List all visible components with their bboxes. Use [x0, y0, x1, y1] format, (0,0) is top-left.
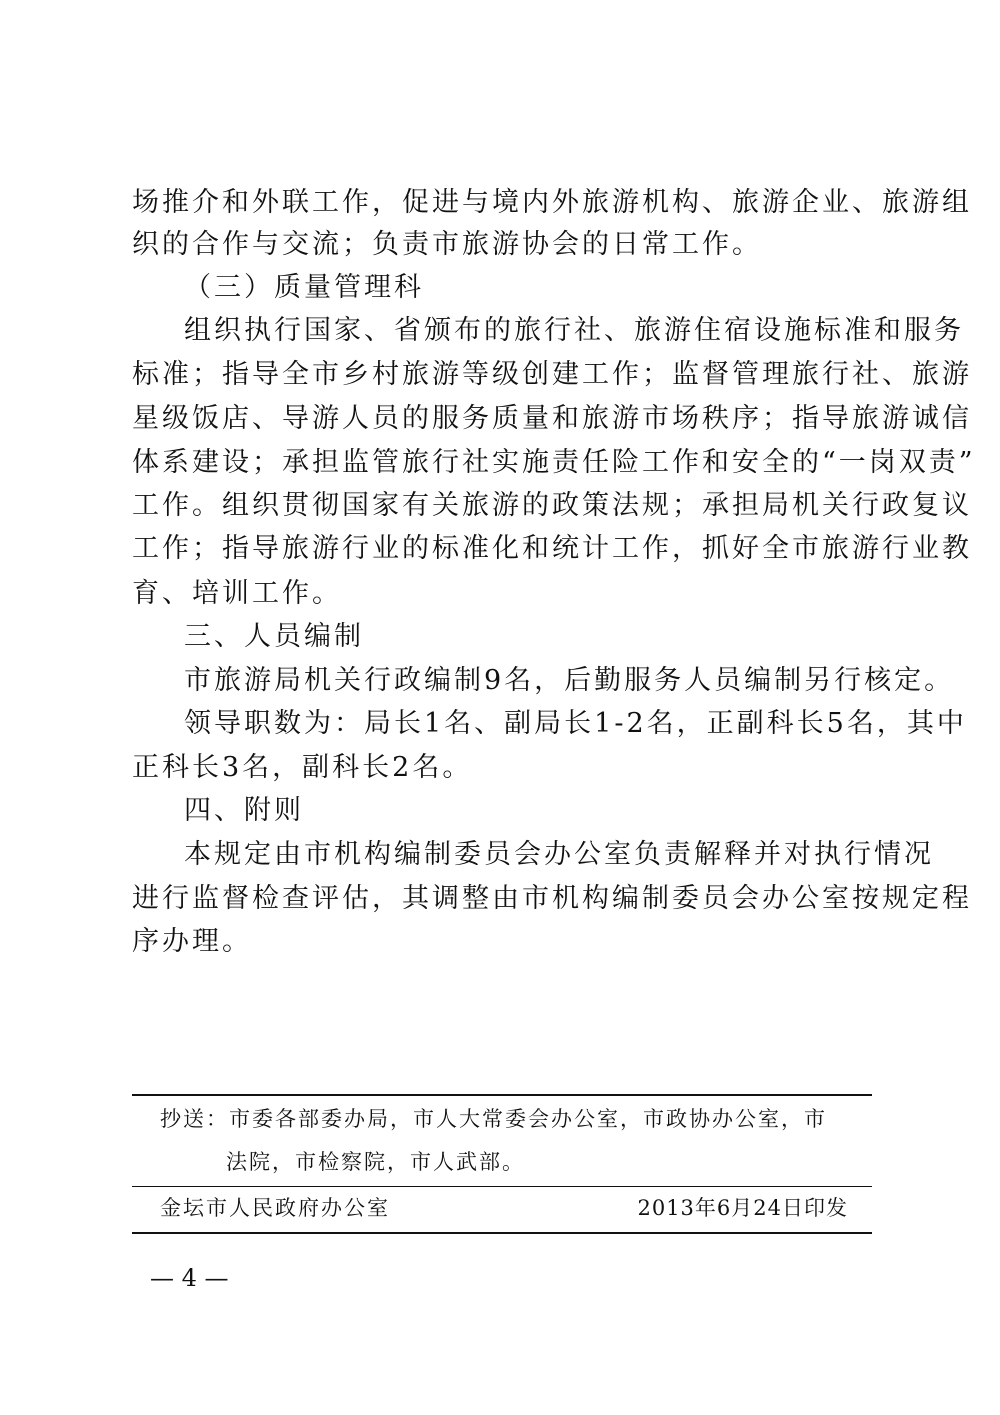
footer-middle-rule [132, 1186, 872, 1187]
cc-line: 抄送：市委各部委办局，市人大常委会办公室，市政协办公室，市 [160, 1107, 827, 1131]
body-line: 正科长3名，副科长2名。 [132, 752, 473, 783]
page-number: — 4 — [150, 1264, 229, 1292]
issuer-name: 金坛市人民政府办公室 [160, 1196, 390, 1220]
body-line: 育、培训工作。 [132, 578, 342, 609]
cc-line: 法院，市检察院，市人武部。 [226, 1150, 525, 1174]
footer-bottom-rule [132, 1232, 872, 1234]
body-line: 序办理。 [132, 926, 252, 957]
body-line: 工作。组织贯彻国家有关旅游的政策法规；承担局机关行政复议 [132, 490, 972, 521]
body-line: 进行监督检查评估，其调整由市机构编制委员会办公室按规定程 [132, 883, 972, 914]
body-line: 本规定由市机构编制委员会办公室负责解释并对执行情况 [184, 839, 934, 870]
body-line: 市旅游局机关行政编制9名，后勤服务人员编制另行核定。 [184, 665, 955, 696]
body-line: 星级饭店、导游人员的服务质量和旅游市场秩序；指导旅游诚信 [132, 403, 972, 434]
body-line: 标准；指导全市乡村旅游等级创建工作；监督管理旅行社、旅游 [132, 359, 972, 390]
footer-top-rule [132, 1094, 872, 1096]
body-line: 体系建设；承担监管旅行社实施责任险工作和安全的“一岗双责” [132, 447, 976, 478]
body-line: 场推介和外联工作，促进与境内外旅游机构、旅游企业、旅游组 [132, 187, 972, 218]
body-line: 工作；指导旅游行业的标准化和统计工作，抓好全市旅游行业教 [132, 533, 972, 564]
section-heading: 三、人员编制 [184, 621, 364, 652]
section-heading: （三）质量管理科 [184, 272, 424, 303]
section-heading: 四、附则 [184, 795, 304, 826]
body-line: 组织执行国家、省颁布的旅行社、旅游住宿设施标准和服务 [184, 315, 964, 346]
issue-date: 2013年6月24日印发 [637, 1196, 848, 1220]
body-line: 领导职数为：局长1名、副局长1-2名，正副科长5名，其中 [184, 708, 967, 739]
body-line: 织的合作与交流；负责市旅游协会的日常工作。 [132, 229, 762, 260]
